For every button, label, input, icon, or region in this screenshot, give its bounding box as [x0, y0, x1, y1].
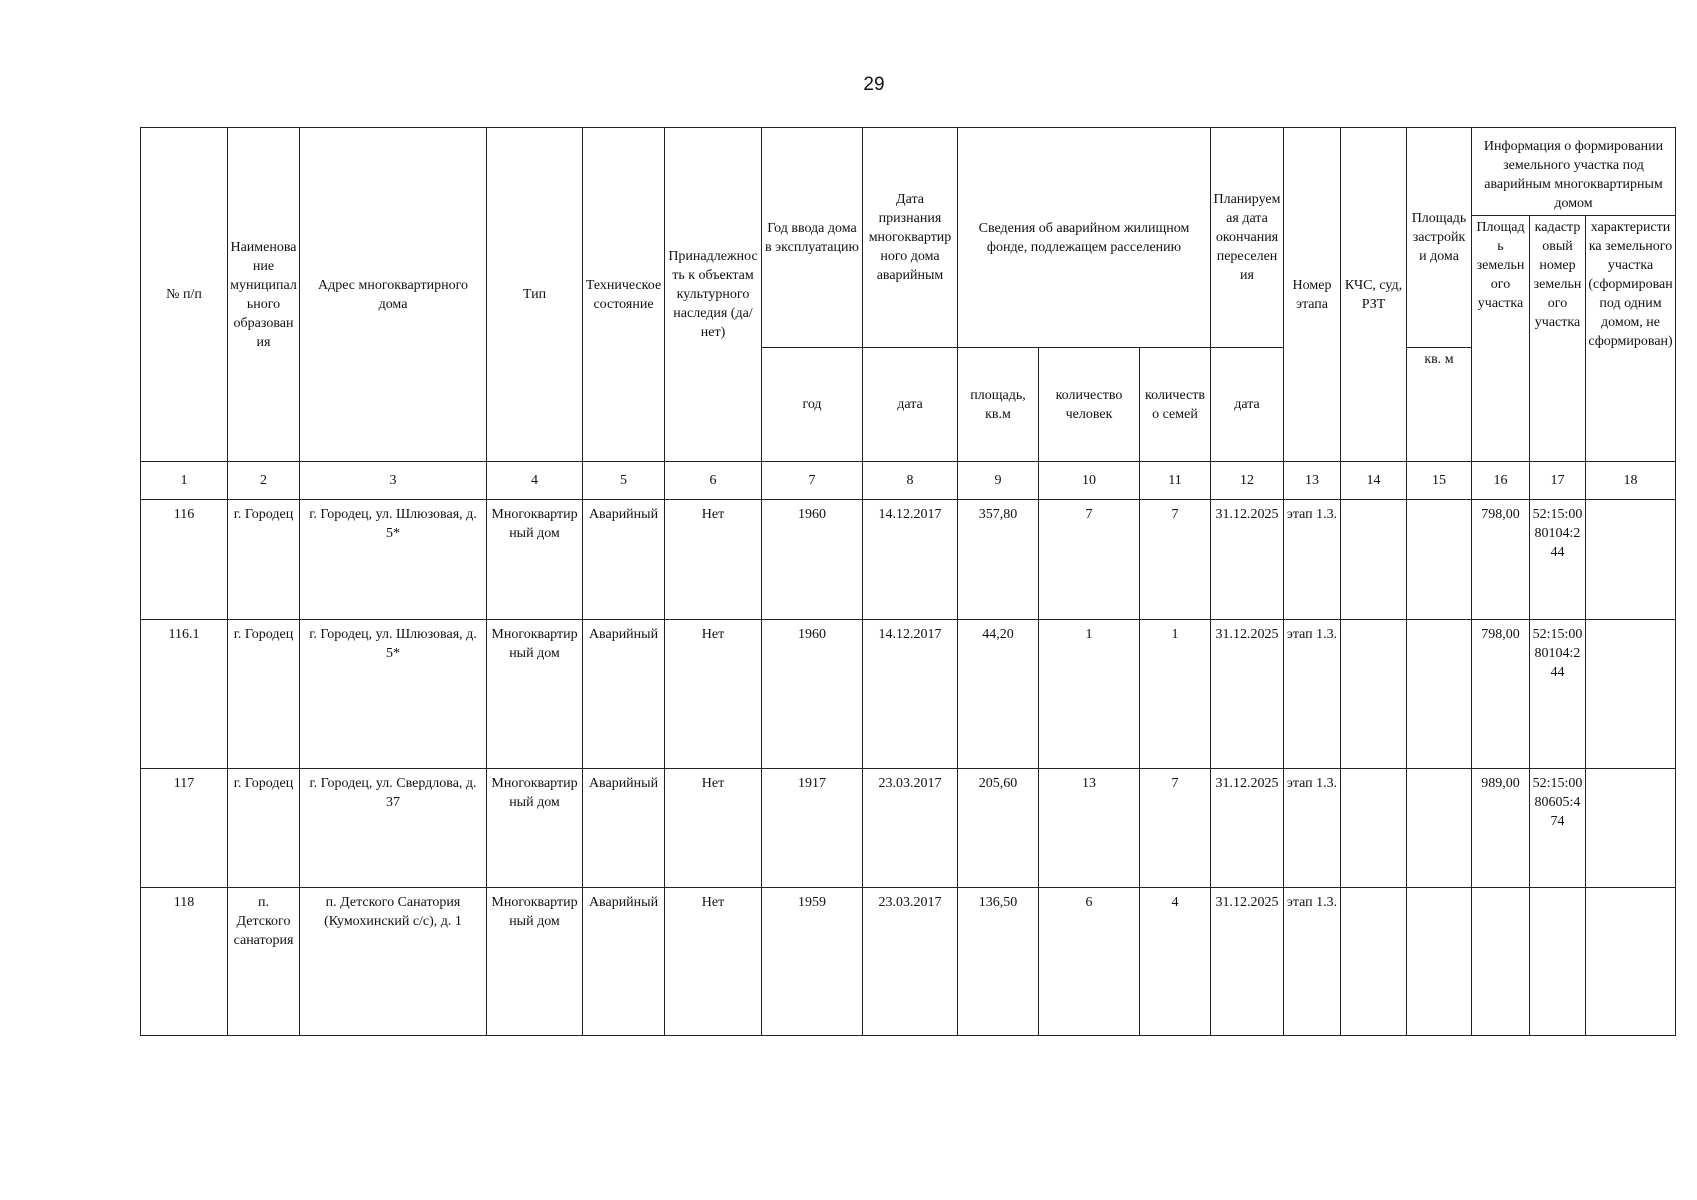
cell-land-area: 798,00: [1472, 620, 1530, 769]
cell-heritage: Нет: [665, 620, 762, 769]
cell-cadastral: 52:15:0080104:244: [1530, 500, 1586, 620]
column-number: 10: [1039, 462, 1140, 500]
cell-people: 1: [1039, 620, 1140, 769]
cell-families: 7: [1140, 769, 1211, 888]
cell-plan-date: 31.12.2025: [1211, 888, 1284, 1036]
cell-land-area: 798,00: [1472, 500, 1530, 620]
cell-cadastral: [1530, 888, 1586, 1036]
header-col-14: КЧС, суд, РЗТ: [1341, 128, 1407, 462]
cell-area: 44,20: [958, 620, 1039, 769]
cell-people: 6: [1039, 888, 1140, 1036]
cell-area: 357,80: [958, 500, 1039, 620]
header-unit-11: количество семей: [1140, 348, 1211, 462]
column-number: 18: [1586, 462, 1676, 500]
cell-land-char: [1586, 620, 1676, 769]
column-number: 3: [300, 462, 487, 500]
cell-build-area: [1407, 620, 1472, 769]
cell-heritage: Нет: [665, 888, 762, 1036]
cell-number: 117: [141, 769, 228, 888]
cell-number: 116.1: [141, 620, 228, 769]
header-col-2: Наименование муниципального образования: [228, 128, 300, 462]
cell-year: 1959: [762, 888, 863, 1036]
cell-state: Аварийный: [583, 769, 665, 888]
header-col-8: Дата признания многоквартирного дома аварийным: [863, 128, 958, 348]
cell-type: Многоквартирный дом: [487, 620, 583, 769]
cell-area: 205,60: [958, 769, 1039, 888]
cell-cadastral: 52:15:0080104:244: [1530, 620, 1586, 769]
header-col-1: № п/п: [141, 128, 228, 462]
column-number: 17: [1530, 462, 1586, 500]
column-number: 11: [1140, 462, 1211, 500]
header-unit-9: площадь, кв.м: [958, 348, 1039, 462]
cell-kchs: [1341, 500, 1407, 620]
header-group-16-18: Информация о формировании земельного участка под аварийным многоквартирным домом: [1472, 128, 1676, 216]
cell-stage: этап 1.3.: [1284, 620, 1341, 769]
header-group-9-11: Сведения об аварийном жилищном фонде, подлежащем расселению: [958, 128, 1211, 348]
header-col-16: Площадь земельного участка: [1472, 216, 1530, 462]
cell-address: г. Городец, ул. Свердлова, д. 37: [300, 769, 487, 888]
cell-land-char: [1586, 769, 1676, 888]
cell-kchs: [1341, 769, 1407, 888]
cell-year: 1960: [762, 500, 863, 620]
cell-municipality: г. Городец: [228, 769, 300, 888]
column-number-row: [141, 462, 1676, 500]
cell-kchs: [1341, 620, 1407, 769]
cell-plan-date: 31.12.2025: [1211, 500, 1284, 620]
column-number: 8: [863, 462, 958, 500]
cell-number: 116: [141, 500, 228, 620]
header-col-18: характеристика земельного участка (сформирован под одним домом, не сформирован): [1586, 216, 1676, 462]
cell-date-recognized: 14.12.2017: [863, 620, 958, 769]
cell-type: Многоквартирный дом: [487, 769, 583, 888]
cell-state: Аварийный: [583, 888, 665, 1036]
cell-stage: этап 1.3.: [1284, 500, 1341, 620]
header-unit-7: год: [762, 348, 863, 462]
cell-date-recognized: 23.03.2017: [863, 888, 958, 1036]
cell-municipality: п. Детского санатория: [228, 888, 300, 1036]
cell-cadastral: 52:15:0080605:474: [1530, 769, 1586, 888]
cell-number: 118: [141, 888, 228, 1036]
cell-families: 1: [1140, 620, 1211, 769]
cell-municipality: г. Городец: [228, 620, 300, 769]
cell-stage: этап 1.3.: [1284, 769, 1341, 888]
header-unit-12: дата: [1211, 348, 1284, 462]
cell-address: г. Городец, ул. Шлюзовая, д. 5*: [300, 620, 487, 769]
cell-families: 4: [1140, 888, 1211, 1036]
column-number: 4: [487, 462, 583, 500]
cell-date-recognized: 14.12.2017: [863, 500, 958, 620]
header-unit-10: количество человек: [1039, 348, 1140, 462]
header-col-5: Техническое состояние: [583, 128, 665, 462]
cell-build-area: [1407, 500, 1472, 620]
cell-municipality: г. Городец: [228, 500, 300, 620]
header-col-15: Площадь застройки дома: [1407, 128, 1472, 348]
column-number: 5: [583, 462, 665, 500]
emergency-housing-table: [140, 127, 1676, 1036]
header-col-12: Планируемая дата окончания переселения: [1211, 128, 1284, 348]
cell-build-area: [1407, 769, 1472, 888]
page-number: 29: [863, 74, 885, 95]
cell-year: 1917: [762, 769, 863, 888]
table-row: [141, 620, 1676, 769]
cell-build-area: [1407, 888, 1472, 1036]
cell-type: Многоквартирный дом: [487, 888, 583, 1036]
column-number: 16: [1472, 462, 1530, 500]
cell-stage: этап 1.3.: [1284, 888, 1341, 1036]
header-col-13: Номер этапа: [1284, 128, 1341, 462]
column-number: 15: [1407, 462, 1472, 500]
cell-heritage: Нет: [665, 769, 762, 888]
cell-heritage: Нет: [665, 500, 762, 620]
column-number: 1: [141, 462, 228, 500]
header-col-17: кадастровый номер земельного участка: [1530, 216, 1586, 462]
cell-type: Многоквартирный дом: [487, 500, 583, 620]
header-unit-8: дата: [863, 348, 958, 462]
cell-land-char: [1586, 888, 1676, 1036]
cell-address: п. Детского Санатория (Кумохинский с/с), д. 1: [300, 888, 487, 1036]
column-number: 13: [1284, 462, 1341, 500]
cell-families: 7: [1140, 500, 1211, 620]
cell-land-char: [1586, 500, 1676, 620]
table-row: [141, 888, 1676, 1036]
cell-plan-date: 31.12.2025: [1211, 620, 1284, 769]
cell-people: 7: [1039, 500, 1140, 620]
cell-address: г. Городец, ул. Шлюзовая, д. 5*: [300, 500, 487, 620]
cell-land-area: 989,00: [1472, 769, 1530, 888]
cell-kchs: [1341, 888, 1407, 1036]
cell-year: 1960: [762, 620, 863, 769]
column-number: 2: [228, 462, 300, 500]
cell-state: Аварийный: [583, 620, 665, 769]
cell-land-area: [1472, 888, 1530, 1036]
column-number: 7: [762, 462, 863, 500]
table-row: [141, 769, 1676, 888]
column-number: 9: [958, 462, 1039, 500]
cell-plan-date: 31.12.2025: [1211, 769, 1284, 888]
cell-people: 13: [1039, 769, 1140, 888]
column-number: 14: [1341, 462, 1407, 500]
column-number: 12: [1211, 462, 1284, 500]
cell-state: Аварийный: [583, 500, 665, 620]
cell-area: 136,50: [958, 888, 1039, 1036]
header-col-3: Адрес многоквартирного дома: [300, 128, 487, 462]
column-number: 6: [665, 462, 762, 500]
header-col-6: Принадлежность к объектам культурного наследия (да/нет): [665, 128, 762, 462]
header-unit-15: кв. м: [1407, 348, 1472, 462]
table-row: [141, 500, 1676, 620]
header-col-4: Тип: [487, 128, 583, 462]
cell-date-recognized: 23.03.2017: [863, 769, 958, 888]
header-col-7: Год ввода дома в эксплуатацию: [762, 128, 863, 348]
